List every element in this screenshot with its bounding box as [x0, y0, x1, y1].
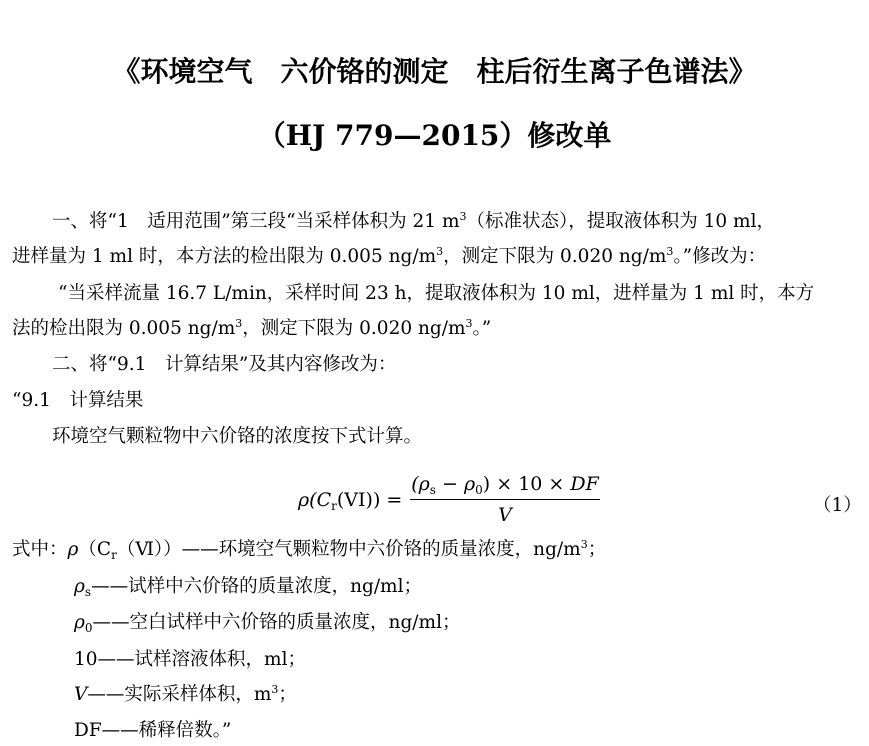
rho-symbol: ρ — [67, 539, 79, 560]
definition-v — [74, 683, 297, 705]
text-span: （C — [78, 539, 112, 560]
superscript: 3 — [666, 245, 674, 258]
v-symbol: V — [74, 684, 88, 705]
superscript: 3 — [271, 683, 279, 696]
subscript: r — [111, 548, 117, 562]
text-span: 式中： — [12, 539, 68, 560]
superscript: 3 — [580, 538, 588, 551]
text-span: (VI)) = — [336, 489, 403, 511]
formula-lhs — [298, 489, 402, 511]
text-span: 。” — [472, 318, 492, 339]
text-span: ) × 10 × — [482, 473, 571, 495]
superscript: 3 — [465, 317, 473, 330]
text-span: ——试样中六价铬的质量浓度，ng/ml； — [91, 576, 423, 597]
formula-denominator: V — [498, 504, 512, 526]
df-symbol: DF — [570, 473, 599, 495]
formula-numerator — [410, 472, 600, 496]
text-span: 。”修改为： — [673, 246, 767, 267]
text-span: (ρ — [411, 473, 430, 495]
text-span: 法的检出限为 0.005 ng/m — [12, 318, 236, 339]
subscript: s — [429, 483, 436, 497]
paragraph-1-line-1 — [52, 210, 776, 232]
text-span: ； — [587, 539, 607, 560]
superscript: 3 — [436, 245, 444, 258]
subscript: s — [84, 585, 92, 599]
document-title-line-2: （HJ 779—2015）修改单 — [257, 119, 612, 152]
paragraph-2-line-2 — [12, 317, 492, 339]
superscript: 3 — [235, 317, 243, 330]
document-title-line-1: 《环境空气 六价铬的测定 柱后衍生离子色谱法》 — [112, 55, 757, 88]
definition-rho-0 — [74, 614, 460, 633]
superscript: 3 — [459, 210, 467, 223]
definition-rho-cr — [12, 538, 607, 562]
subscript: 0 — [475, 483, 483, 497]
fraction-bar — [410, 499, 600, 500]
text-span: − ρ — [435, 473, 476, 495]
formula-fraction — [410, 472, 600, 526]
section-9-1-subheading: “9.1 计算结果 — [12, 390, 144, 411]
text-span: ； — [278, 684, 297, 705]
text-span: ，测定下限为 0.020 ng/m — [443, 246, 667, 267]
rho-symbol: ρ — [74, 612, 85, 633]
text-span: ，测定下限为 0.020 ng/m — [242, 318, 466, 339]
paragraph-1-line-2 — [12, 245, 767, 267]
subscript: r — [331, 499, 337, 513]
rho-symbol: ρ — [74, 576, 85, 597]
definition-rho-s — [74, 578, 422, 597]
subscript: 0 — [84, 621, 93, 635]
definition-10: 10——试样溶液体积，ml； — [74, 649, 307, 670]
text-span: 一、将“1 适用范围”第三段“当采样体积为 21 m — [52, 211, 460, 232]
text-span: （Ⅵ））——环境空气颗粒物中六价铬的质量浓度，ng/m — [116, 539, 581, 560]
formula-intro: 环境空气颗粒物中六价铬的浓度按下式计算。 — [52, 426, 423, 447]
c-symbol: C — [316, 489, 332, 511]
equation-number: （1） — [813, 495, 862, 516]
paragraph-2-line-1: “当采样流量 16.7 L/min，采样时间 23 h，提取液体积为 10 ml，进样量为 1 ml 时，本方 — [58, 283, 815, 304]
section-2-heading: 二、将“9.1 计算结果”及其内容修改为： — [52, 354, 397, 375]
text-span: 进样量为 1 ml 时，本方法的检出限为 0.005 ng/m — [12, 246, 437, 267]
text-span: ——实际采样体积，m — [87, 684, 272, 705]
text-span: （标准状态），提取液体积为 10 ml， — [466, 211, 776, 232]
definition-df: DF——稀释倍数。” — [74, 720, 232, 741]
rho-symbol: ρ( — [298, 489, 317, 511]
text-span: ——空白试样中六价铬的质量浓度，ng/ml； — [92, 612, 461, 633]
